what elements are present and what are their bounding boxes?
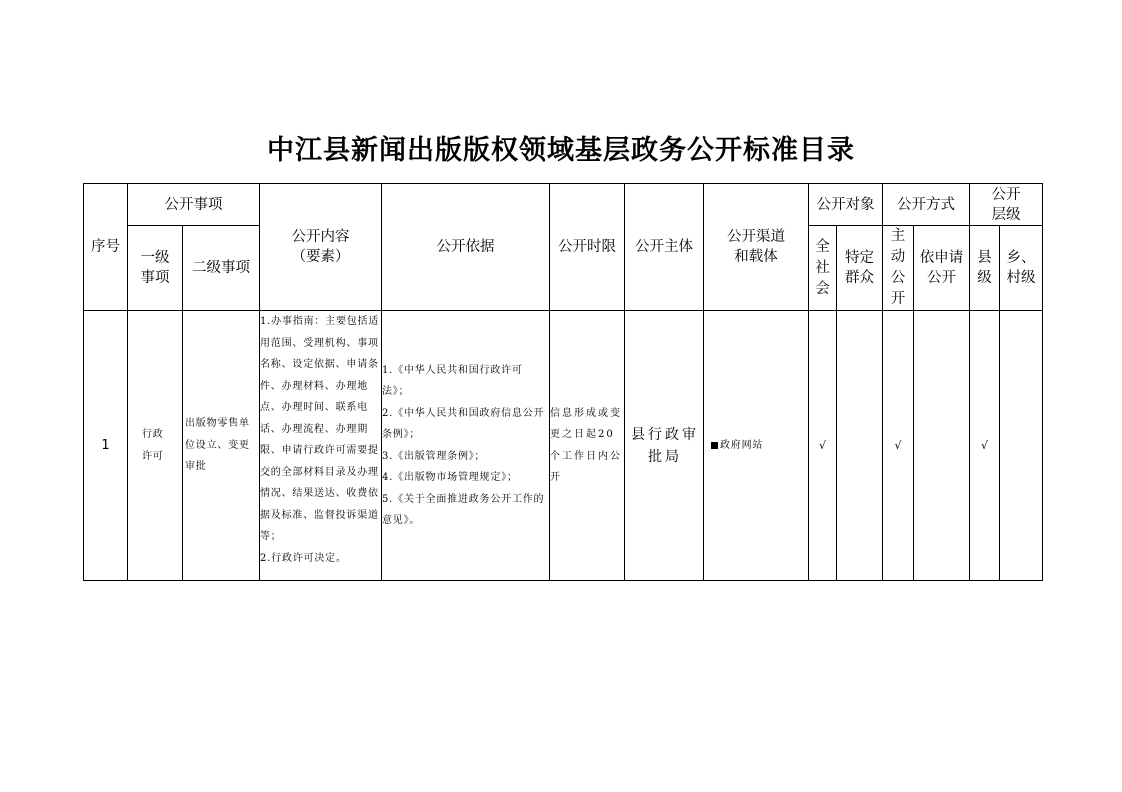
header-level2: 二级事项 (183, 226, 260, 311)
row-seq: 1 (84, 311, 128, 581)
header-method-apply: 依申请公开 (914, 226, 970, 311)
row-time-limit: 信息形成或变更之日起20个工作日内公开 (550, 311, 625, 581)
row-method-apply (914, 311, 970, 581)
header-target-group: 公开对象 (809, 184, 883, 226)
row-content: 1.办事指南：主要包括适用范围、受理机构、事项名称、设定依据、申请条件、办理材料、办理地点、办理时间、联系电话、办理流程、办理期限、申请行政许可需要提交的全部材料目录及办理情况、结果送达、收费依据及标准、监督投诉渠道等； 2.行政许可决定。 (260, 311, 382, 581)
row-level2: 出版物零售单位设立、变更审批 (183, 311, 260, 581)
header-level-group: 公开层级 (970, 184, 1043, 226)
header-time-limit: 公开时限 (550, 184, 625, 311)
header-level1: 一级事项 (128, 226, 183, 311)
header-level-township: 乡、村级 (1000, 226, 1043, 311)
header-seq: 序号 (84, 184, 128, 311)
header-subject: 公开主体 (625, 184, 704, 311)
header-method-group: 公开方式 (883, 184, 970, 226)
table-row (84, 311, 1043, 581)
row-method-active: √ (883, 311, 914, 581)
row-basis: 1.《中华人民共和国行政许可法》； 2.《中华人民共和国政府信息公开条例》； 3.《出版管理条例》； 4.《出版物市场管理规定》； 5.《关于全面推进政务公开工作的意见》。 (382, 311, 550, 581)
header-channel: 公开渠道和载体 (704, 184, 809, 311)
header-matter-group: 公开事项 (128, 184, 260, 226)
row-level1: 行政许可 (128, 311, 183, 581)
header-method-active: 主动公开 (883, 226, 914, 311)
row-target-all: √ (809, 311, 837, 581)
header-level-county: 县级 (970, 226, 1000, 311)
catalog-table (83, 183, 1043, 581)
page-title: 中江县新闻出版版权领域基层政务公开标准目录 (267, 135, 855, 166)
header-target-all: 全社会 (809, 226, 837, 311)
header-basis: 公开依据 (382, 184, 550, 311)
header-content: 公开内容 （要素） (260, 184, 382, 311)
row-target-specific (837, 311, 883, 581)
row-subject: 县行政审批局 (625, 311, 704, 581)
square-bullet-icon (711, 442, 718, 449)
row-level-county: √ (970, 311, 1000, 581)
header-target-specific: 特定群众 (837, 226, 883, 311)
row-channel: 政府网站 (704, 311, 809, 581)
header-row-1 (84, 184, 1043, 226)
row-level-township (1000, 311, 1043, 581)
